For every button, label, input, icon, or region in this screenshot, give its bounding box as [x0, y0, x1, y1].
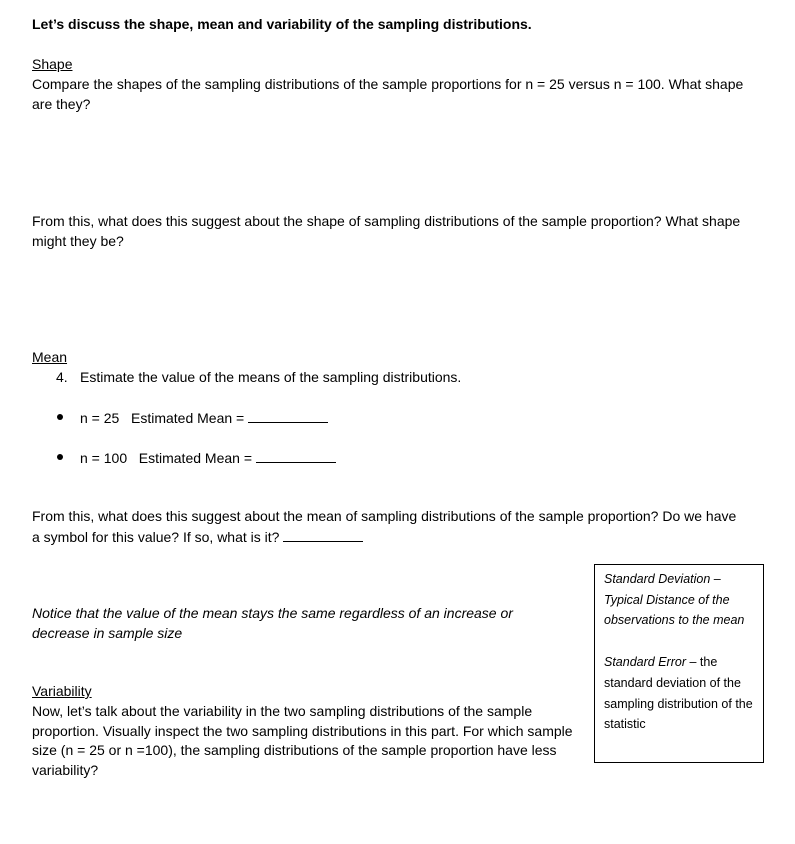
shape-section-title: Shape	[32, 56, 73, 72]
shape-question-1: Compare the shapes of the sampling distributions of the sample proportions for n = 25 versus n = 100. What shape are they?	[32, 76, 744, 112]
se-term: Standard Error	[604, 655, 686, 670]
sd-definition-text: Typical Distance of the observations to the mean	[604, 592, 745, 628]
mean-bullet-n100	[80, 448, 336, 469]
bullet-icon	[57, 454, 63, 460]
variability-section-title: Variability	[32, 683, 92, 699]
sd-term: Standard Deviation	[604, 572, 711, 586]
mean-item-text: Estimate the value of the means of the sampling distributions.	[80, 369, 462, 385]
mean-question-text: From this, what does this suggest about the mean of sampling distributions of the sample proportion? Do we have a symbol for this value? If so, what is it?	[32, 508, 737, 545]
mean-n25-blank[interactable]	[248, 408, 328, 423]
mean-symbol-blank[interactable]	[283, 527, 363, 542]
variability-question: Now, let’s talk about the variability in the two sampling distributions of the sample proportion. Visually inspect the two sampling distributions in this part. For which sample size (n = 25 or n =100), the sampling distributions of the sample proportion have less variability?	[32, 703, 573, 778]
se-definition	[604, 652, 754, 735]
shape-question-2: From this, what does this suggest about the shape of sampling distributions of the sample proportion? What shape might they be?	[32, 213, 741, 249]
mean-bullet-n100-label: n = 100 Estimated Mean =	[80, 450, 256, 466]
mean-n100-blank[interactable]	[256, 448, 336, 463]
se-dash: –	[685, 655, 700, 670]
mean-note: Notice that the value of the mean stays the same regardless of an increase or decrease in sample size	[32, 605, 513, 641]
bullet-icon	[57, 414, 63, 420]
page-heading: Let’s discuss the shape, mean and variability of the sampling distributions.	[32, 16, 532, 32]
mean-section-title: Mean	[32, 349, 68, 365]
mean-bullet-n25-label: n = 25 Estimated Mean =	[80, 410, 249, 426]
mean-item-number: 4.	[56, 369, 68, 385]
mean-question	[32, 507, 747, 547]
se-definition-text: the standard deviation of the sampling distribution of the statistic	[604, 655, 753, 732]
sd-definition	[604, 569, 754, 631]
definitions-box	[594, 564, 764, 763]
sd-dash: –	[710, 572, 721, 586]
mean-bullet-n25	[80, 408, 328, 429]
